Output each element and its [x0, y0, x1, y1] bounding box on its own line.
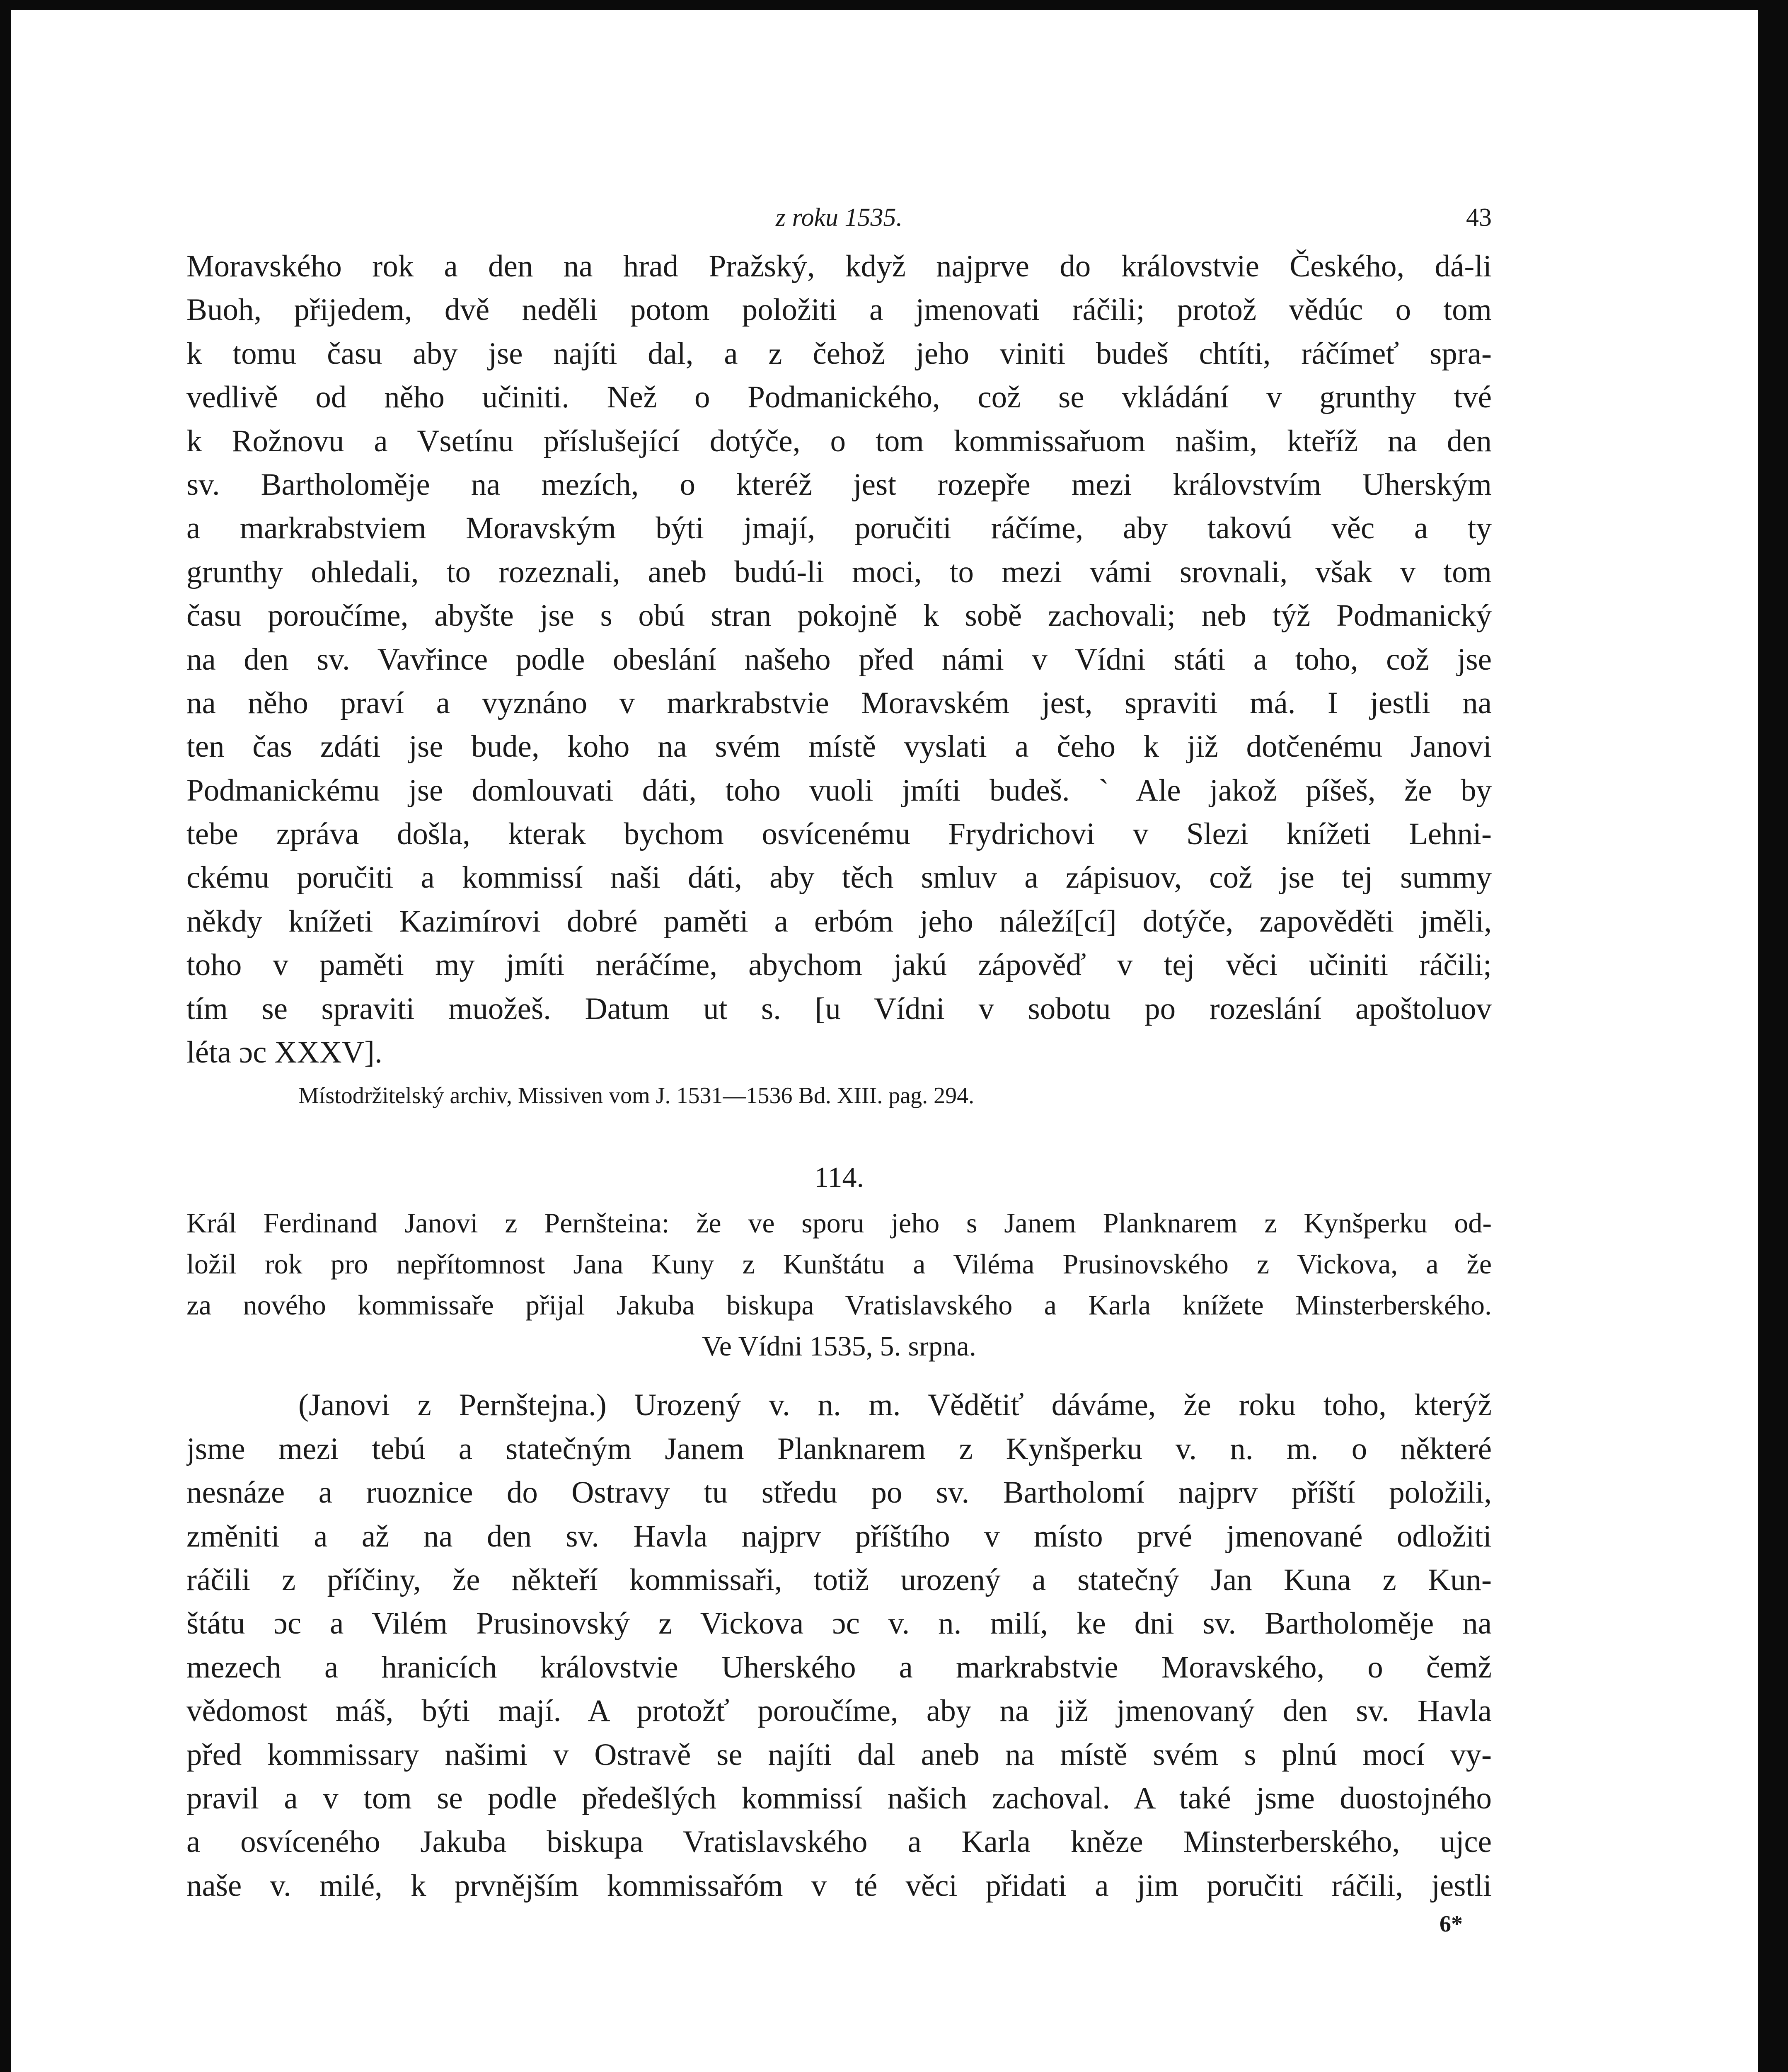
text-line: naše v. milé, k prvnějším kommissařóm v té věci přidati a jim poručiti ráčili, jestli: [186, 1868, 1492, 1903]
continuation-text: [186, 244, 1492, 1074]
regest-line: za nového kommissaře přijal Jakuba biskupa Vratislavského a Karla knížete Minsterberského.: [186, 1289, 1492, 1321]
text-line: k Rožnovu a Vsetínu příslušející dotýče, o tom kommissařuom našim, kteříž na den: [186, 424, 1492, 458]
text-line: na něho praví a vyznáno v markrabstvie Moravském jest, spraviti má. I jestli na: [186, 685, 1492, 720]
text-line: (Janovi z Pernštejna.) Urozený v. n. m. Vědětiť dáváme, že roku toho, kterýž: [298, 1388, 1492, 1423]
text-line: pravil a v tom se podle předešlých kommissí našich zachoval. A také jsme duostojného: [186, 1781, 1492, 1815]
text-line: vedlivě od něho učiniti. Než o Podmanického, což se vkládání v grunthy tvé: [186, 380, 1492, 415]
text-line: času poroučíme, abyšte jse s obú stran pokojně k sobě zachovali; neb týž Podmanický: [186, 598, 1492, 633]
document-number: 114.: [814, 1162, 864, 1194]
text-line: nesnáze a ruoznice do Ostravy tu středu po sv. Bartholomí najprv příští položili,: [186, 1475, 1492, 1510]
text-line: sv. Bartholoměje na mezích, o kteréž jest rozepře mezi královstvím Uherským: [186, 467, 1492, 502]
scan-border-left: [0, 0, 11, 2072]
text-line: léta ɔc XXXV].: [186, 1035, 382, 1070]
document-regest: [186, 1203, 1492, 1367]
text-line: tebe zpráva došla, kterak bychom osvícenému Frydrichovi v Slezi knížeti Lehni-: [186, 817, 1492, 852]
page-body: [186, 195, 1492, 1941]
signature-mark: 6*: [1440, 1911, 1463, 1937]
text-line: Podmanickému jse domlouvati dáti, toho vuoli jmíti budeš. ` Ale jakož píšeš, že by: [186, 773, 1492, 808]
text-line: Moravského rok a den na hrad Pražský, když najprve do královstvie Českého, dá-li: [186, 249, 1492, 283]
text-line: někdy knížeti Kazimírovi dobré paměti a erbóm jeho náleží[cí] dotýče, zapověděti jměli,: [186, 904, 1492, 939]
text-line: a markrabstviem Moravským býti jmají, poručiti ráčíme, aby takovú věc a ty: [186, 511, 1492, 546]
text-line: ráčili z příčiny, že někteří kommissaři, totiž urozený a statečný Jan Kuna z Kun-: [186, 1562, 1492, 1597]
source-note: Místodržitelský archiv, Missiven vom J. 1531—1536 Bd. XIII. pag. 294.: [298, 1083, 975, 1109]
text-line: před kommissary našimi v Ostravě se najíti dal aneb na místě svém s plnú mocí vy-: [186, 1737, 1492, 1772]
spacer: [186, 1367, 1492, 1383]
text-line: vědomost máš, býti mají. A protožť poroučíme, aby na již jmenovaný den sv. Havla: [186, 1694, 1492, 1728]
page-number: 43: [1466, 203, 1492, 232]
document-body: [186, 1383, 1492, 1907]
text-line: k tomu času aby jse najíti dal, a z čehož jeho viniti budeš chtíti, ráčímeť spra-: [186, 336, 1492, 371]
text-line: změniti a až na den sv. Havla najprv příštího v místo prvé jmenované odložiti: [186, 1519, 1492, 1554]
text-line: jsme mezi tebú a statečným Janem Planknarem z Kynšperku v. n. m. o některé: [186, 1431, 1492, 1466]
scan-border-top: [0, 0, 1788, 10]
regest-line: Král Ferdinand Janovi z Pernšteina: že ve sporu jeho s Janem Planknarem z Kynšperku od-: [186, 1207, 1492, 1239]
text-line: a osvíceného Jakuba biskupa Vratislavského a Karla kněze Minsterberského, ujce: [186, 1825, 1492, 1859]
regest-line: ložil rok pro nepřítomnost Jana Kuny z Kunštátu a Viléma Prusinovského z Vickova, a že: [186, 1248, 1492, 1280]
text-line: grunthy ohledali, to rozeznali, aneb budú-li moci, to mezi vámi srovnali, však v tom: [186, 554, 1492, 589]
date-place: Ve Vídni 1535, 5. srpna.: [702, 1330, 976, 1362]
text-line: štátu ɔc a Vilém Prusinovský z Vickova ɔc v. n. milí, ke dni sv. Bartholoměje na: [186, 1606, 1492, 1641]
text-line: na den sv. Vavřince podle obeslání našeho před námi v Vídni státi a toho, což jse: [186, 642, 1492, 677]
text-line: Buoh, přijedem, dvě neděli potom položiti a jmenovati ráčili; protož vědúc o tom: [186, 293, 1492, 327]
scan-border-right: [1758, 0, 1788, 2072]
text-line: ckému poručiti a kommissí naši dáti, aby těch smluv a zápisuov, což jse tej summy: [186, 860, 1492, 895]
text-line: mezech a hranicích královstvie Uherského a markrabstvie Moravského, o čemž: [186, 1650, 1492, 1685]
text-line: tím se spraviti muožeš. Datum ut s. [u Vídni v sobotu po rozeslání apoštoluov: [186, 991, 1492, 1026]
running-title: z roku 1535.: [776, 203, 902, 232]
text-line: toho v paměti my jmíti neráčíme, abychom jakú zápověď v tej věci učiniti ráčili;: [186, 948, 1492, 983]
text-line: ten čas zdáti jse bude, koho na svém místě vyslati a čeho k již dotčenému Janovi: [186, 729, 1492, 764]
running-head: [186, 195, 1492, 244]
